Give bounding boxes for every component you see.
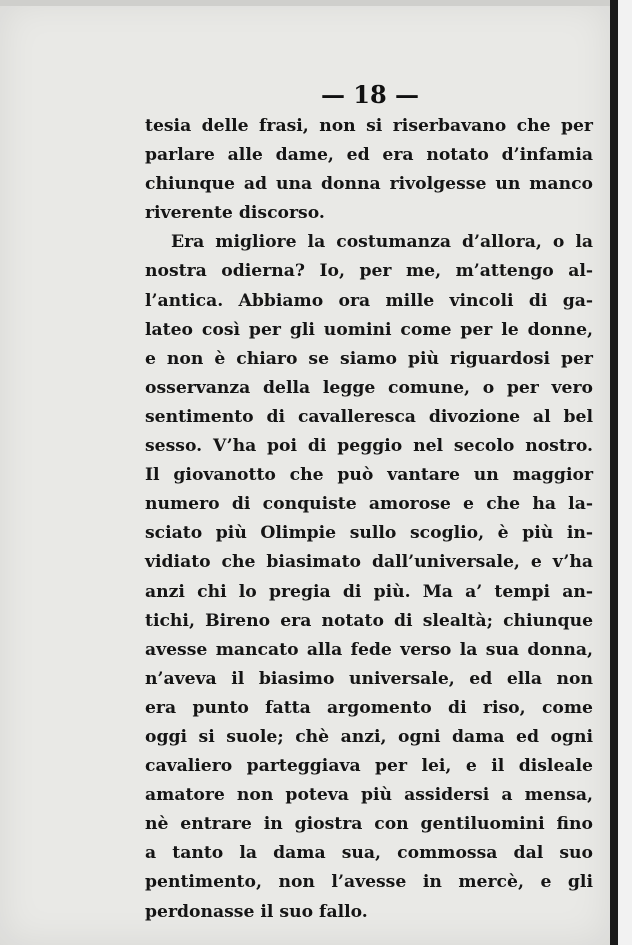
page-binding-edge xyxy=(610,0,632,945)
text-line: e non è chiaro se siamo più riguardosi per xyxy=(145,348,593,369)
text-line: oggi si suole; chè anzi, ogni dama ed ogni xyxy=(145,726,593,747)
text-line: Il giovanotto che può vantare un maggior xyxy=(145,465,593,486)
text-line: perdonasse il suo fallo. xyxy=(145,901,368,922)
text-line: n’aveva il biasimo universale, ed ella non xyxy=(145,668,593,689)
text-line: sentimento di cavalleresca divozione al bel xyxy=(145,406,593,427)
text-line: osservanza della legge comune, o per vero xyxy=(145,377,593,398)
text-line: nostra odierna? Io, per me, m’attengo al- xyxy=(145,261,593,282)
paragraph-start-line: Era migliore la costumanza d’allora, o la xyxy=(171,232,593,253)
text-line: pentimento, non l’avesse in mercè, e gli xyxy=(145,872,593,893)
text-line: tichi, Bireno era notato di slealtà; chiunque xyxy=(145,610,593,631)
text-line: avesse mancato alla fede verso la sua donna, xyxy=(145,639,593,660)
text-line: sciato più Olimpie sullo scoglio, è più in- xyxy=(145,523,593,544)
text-line: numero di conquiste amorose e che ha la- xyxy=(145,494,593,515)
text-line: vidiato che biasimato dall’universale, e v’ha xyxy=(145,552,593,573)
text-line: nè entrare in giostra con gentiluomini fino xyxy=(145,814,593,835)
text-line: lateo così per gli uomini come per le donne, xyxy=(145,319,593,340)
text-line: parlare alle dame, ed era notato d’infamia xyxy=(145,145,593,166)
text-line: riverente discorso. xyxy=(145,203,325,224)
page-top-edge xyxy=(0,0,610,6)
text-line: chiunque ad una donna rivolgesse un manco xyxy=(145,174,593,195)
text-line: tesia delle frasi, non si riserbavano che per xyxy=(145,116,593,136)
text-line: era punto fatta argomento di riso, come xyxy=(145,697,593,718)
text-line: anzi chi lo pregia di più. Ma a’ tempi an- xyxy=(145,581,593,602)
text-line: amatore non poteva più assidersi a mensa, xyxy=(145,785,593,806)
text-line: sesso. V’ha poi di peggio nel secolo nostro. xyxy=(145,436,593,457)
text-line: a tanto la dama sua, commossa dal suo xyxy=(145,843,593,864)
text-line: cavaliero parteggiava per lei, e il disleale xyxy=(145,756,593,777)
body-text xyxy=(145,112,593,927)
page-number: — 18 — xyxy=(320,80,420,109)
text-line: l’antica. Abbiamo ora mille vincoli di ga- xyxy=(145,290,593,311)
